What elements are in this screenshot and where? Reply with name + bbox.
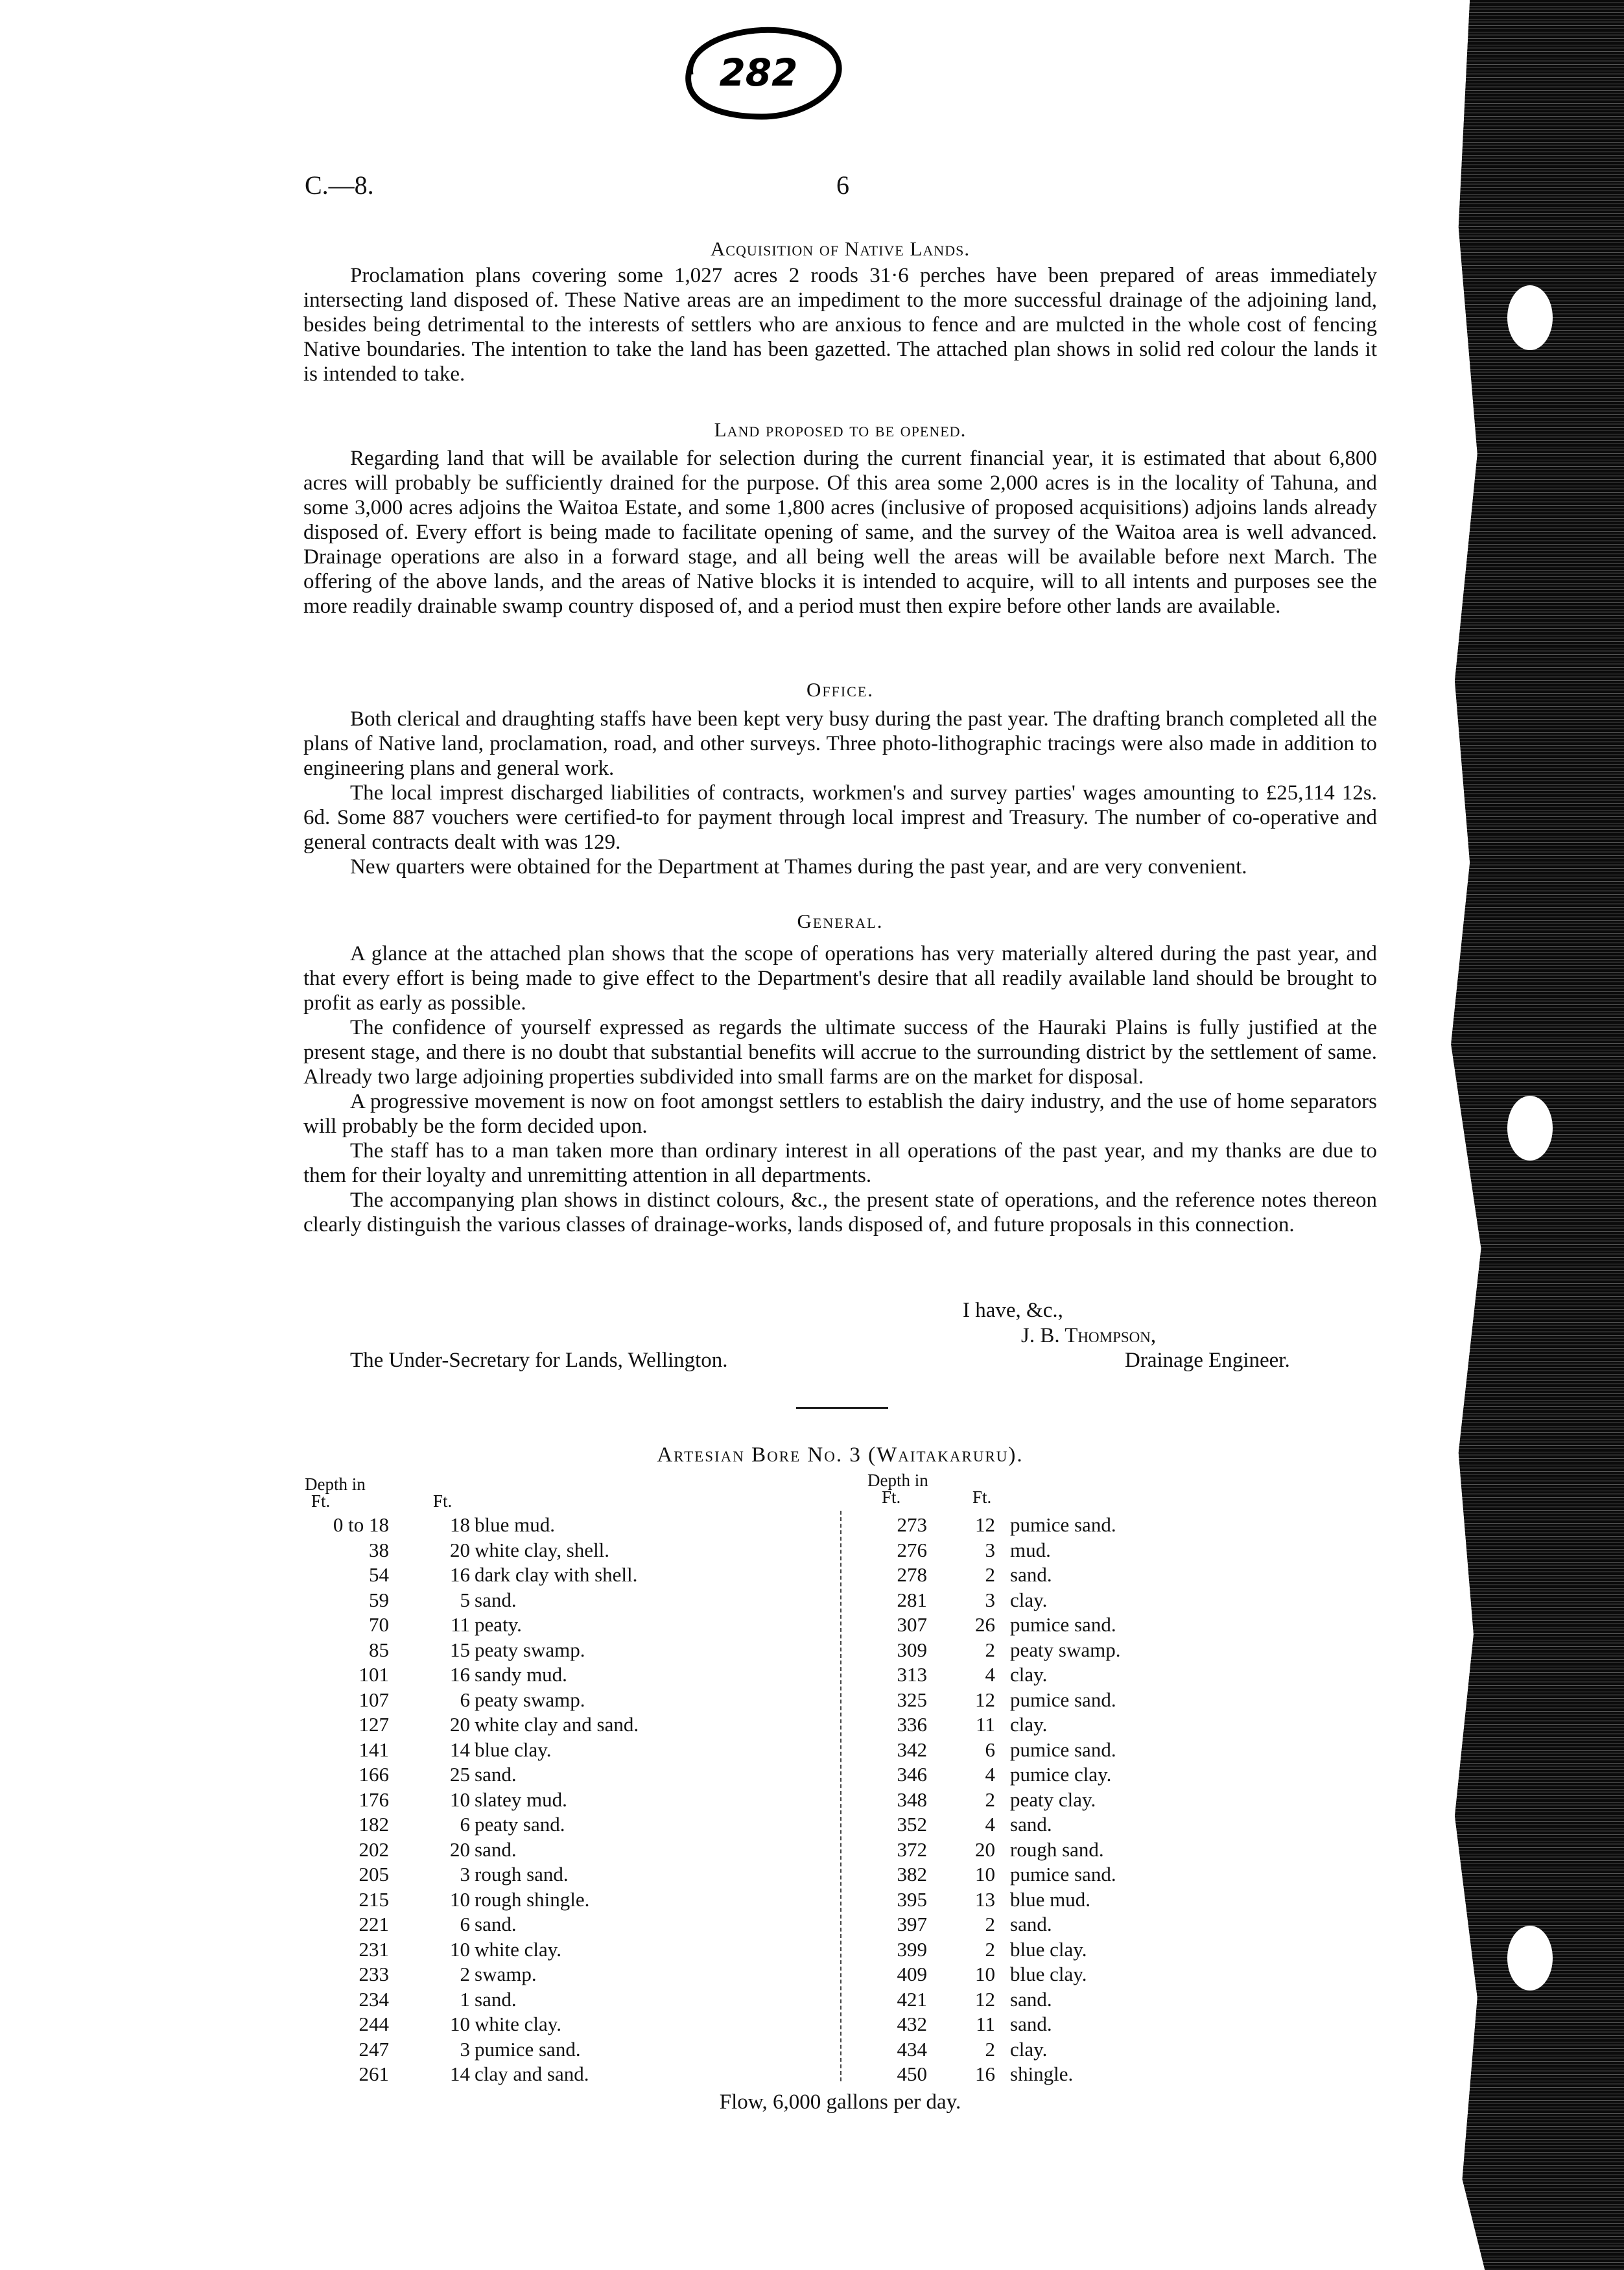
table-row (305, 2012, 759, 2037)
material-cell: swamp. (475, 1963, 537, 1985)
depth-cell: 215 (359, 1887, 389, 1911)
paragraph: The accompanying plan shows in distinct colours, &c., the present state of operations, and the reference notes thereon clearly distinguish the various classes of drainage-works, lands disposed of, and future proposals in this connection. (303, 1188, 1377, 1236)
thickness-cell: 2 (985, 1788, 995, 1811)
stamp-number: 282 (719, 51, 798, 95)
thickness-cell: 2 (985, 2037, 995, 2061)
table-row (843, 1812, 1297, 1838)
material-cell: clay. (1010, 2037, 1048, 2061)
material-cell: white clay. (475, 2013, 561, 2035)
thickness-cell: 6 (460, 1913, 470, 1935)
depth-cell: 107 (359, 1688, 389, 1711)
bore-table-right (843, 1513, 1297, 2087)
thickness-cell: 10 (975, 1863, 995, 1886)
table-row (305, 1712, 759, 1738)
depth-cell: 205 (359, 1863, 389, 1886)
table-row (843, 1662, 1297, 1688)
table-row (305, 1613, 759, 1638)
section-heading: General. (797, 910, 884, 932)
section-heading: Land proposed to be opened. (714, 418, 967, 441)
depth-cell: 176 (359, 1788, 389, 1811)
depth-cell: 352 (897, 1813, 927, 1836)
material-cell: white clay. (475, 1937, 561, 1961)
thickness-cell: 18 (450, 1513, 470, 1536)
table-row (843, 1887, 1297, 1913)
material-cell: pumice sand. (1010, 1863, 1116, 1886)
thickness-cell: 4 (985, 1813, 995, 1836)
thickness-cell: 10 (450, 1887, 470, 1911)
material-cell: blue mud. (1010, 1887, 1090, 1911)
table-row (843, 1513, 1297, 1538)
depth-cell: 59 (369, 1588, 389, 1611)
section-heading: Office. (806, 678, 875, 701)
depth-header-unit: Ft. (882, 1487, 901, 1507)
depth-cell: 281 (897, 1588, 927, 1611)
paragraph: Regarding land that will be available for selection during the current financial year, it is estimated that about 6,800 acres will probably be sufficiently drained for the purpose. Of this area some 2,000 acres is in the locality of Tahuna, and some 3,000 acres adjoins the Waitoa Estate, and some 1,800 acres (inclusive of proposed acquisitions) adjoins lands already disposed of. Every effort is being made to facilitate opening of same, and the survey of the Waitoa area is well advanced. Drainage operations are also in a forward stage, and all being well the areas will be available before next March. The offering of the above lands, and the areas of Native blocks it is intended to acquire, will to all intents and purposes see the more readily drainable swamp country disposed of, and a period must then expire before other lands are available. (303, 447, 1377, 618)
punch-hole (1507, 285, 1553, 350)
depth-cell: 101 (359, 1663, 389, 1686)
thickness-cell: 4 (985, 1763, 995, 1786)
depth-header-label: Depth in (867, 1471, 928, 1490)
thickness-cell: 10 (450, 1937, 470, 1961)
material-cell: pumice sand. (1010, 1688, 1116, 1711)
thickness-cell: 12 (975, 1987, 995, 2011)
table-row (843, 1712, 1297, 1738)
depth-cell: 372 (897, 1838, 927, 1861)
material-cell: sand. (1010, 1987, 1052, 2011)
material-cell: pumice sand. (1010, 1613, 1116, 1636)
table-row (843, 1563, 1297, 1588)
material-cell: sandy mud. (475, 1663, 567, 1686)
section-body (303, 941, 1377, 1237)
depth-cell: 409 (897, 1963, 927, 1985)
thickness-cell: 4 (985, 1663, 995, 1686)
material-cell: clay. (1010, 1588, 1048, 1611)
flow-note: Flow, 6,000 gallons per day. (719, 2090, 961, 2114)
thickness-cell: 10 (975, 1963, 995, 1985)
depth-cell: 38 (369, 1538, 389, 1561)
material-cell: sand. (1010, 1913, 1052, 1935)
depth-cell: 382 (897, 1863, 927, 1886)
table-row (305, 1688, 759, 1713)
depth-cell: 0 to 18 (333, 1513, 389, 1536)
thickness-cell: 2 (985, 1638, 995, 1661)
table-row (305, 1788, 759, 1813)
thickness-cell: 2 (985, 1563, 995, 1586)
depth-cell: 234 (359, 1987, 389, 2011)
depth-cell: 182 (359, 1813, 389, 1836)
table-row (305, 1912, 759, 1937)
depth-cell: 247 (359, 2037, 389, 2061)
thickness-cell: 20 (450, 1838, 470, 1861)
bore-table-left (305, 1513, 759, 2087)
thickness-cell: 16 (975, 2063, 995, 2085)
thickness-cell: 14 (450, 2063, 470, 2085)
thickness-cell: 12 (975, 1688, 995, 1711)
depth-cell: 127 (359, 1713, 389, 1736)
left-depth-header (305, 1476, 366, 1509)
thickness-cell: 2 (985, 1913, 995, 1935)
thickness-cell: 2 (460, 1963, 470, 1985)
right-depth-header (867, 1472, 928, 1506)
depth-cell: 233 (359, 1963, 389, 1985)
table-row (843, 2062, 1297, 2087)
material-cell: dark clay with shell. (475, 1563, 638, 1586)
right-ft-header: Ft. (972, 1487, 992, 1507)
table-row (843, 1688, 1297, 1713)
material-cell: sand. (475, 1838, 517, 1861)
table-row (843, 1962, 1297, 1987)
material-cell: rough shingle. (475, 1887, 590, 1911)
material-cell: sand. (475, 1588, 517, 1611)
thickness-cell: 3 (460, 1863, 470, 1886)
table-row (305, 1513, 759, 1538)
material-cell: sand. (475, 1763, 517, 1786)
table-row (305, 2062, 759, 2087)
paragraph: A glance at the attached plan shows that the scope of operations has very materially altered during the past year, and that every effort is being made to give effect to the Department's desire that all readily available land should be brought to profit as early as possible. (303, 942, 1377, 1015)
thickness-cell: 16 (450, 1663, 470, 1686)
material-cell: pumice sand. (475, 2037, 581, 2061)
depth-cell: 278 (897, 1563, 927, 1586)
table-row (305, 1962, 759, 1987)
paragraph: A progressive movement is now on foot amongst settlers to establish the dairy industry, and the use of home separators will probably be the form decided upon. (303, 1090, 1377, 1138)
material-cell: peaty sand. (475, 1813, 565, 1836)
section-body (303, 446, 1377, 619)
thickness-cell: 26 (975, 1613, 995, 1636)
paragraph: The confidence of yourself expressed as regards the ultimate success of the Hauraki Plains is fully justified at the present stage, and there is no doubt that substantial benefits will accrue to the surrounding district by the settlement of same. Already two large adjoining properties subdivided into small farms are on the market for disposal. (303, 1016, 1377, 1089)
depth-cell: 397 (897, 1913, 927, 1935)
paragraph: The staff has to a man taken more than ordinary interest in all operations of the past year, and my thanks are due to them for their loyalty and unremitting attention in all departments. (303, 1139, 1377, 1187)
thickness-cell: 20 (450, 1713, 470, 1736)
depth-cell: 85 (369, 1638, 389, 1661)
table-row (843, 1937, 1297, 1963)
table-row (305, 1862, 759, 1887)
material-cell: rough sand. (475, 1863, 569, 1886)
thickness-cell: 1 (460, 1987, 470, 2011)
table-row (843, 1538, 1297, 1563)
table-row (843, 1838, 1297, 1863)
table-row (305, 1588, 759, 1613)
punch-hole (1507, 1096, 1553, 1161)
thickness-cell: 20 (975, 1838, 995, 1861)
depth-cell: 313 (897, 1663, 927, 1686)
depth-cell: 244 (359, 2013, 389, 2035)
material-cell: mud. (1010, 1538, 1051, 1561)
thickness-cell: 12 (975, 1513, 995, 1536)
signature-name: J. B. Thompson, (1021, 1324, 1157, 1347)
depth-cell: 309 (897, 1638, 927, 1661)
depth-header-label: Depth in (305, 1474, 366, 1494)
thickness-cell: 11 (976, 2013, 995, 2035)
table-row (305, 1538, 759, 1563)
depth-cell: 231 (359, 1937, 389, 1961)
material-cell: sand. (1010, 2013, 1052, 2035)
depth-cell: 70 (369, 1613, 389, 1636)
section-body (303, 263, 1377, 386)
material-cell: pumice sand. (1010, 1513, 1116, 1536)
depth-cell: 450 (897, 2063, 927, 2085)
depth-cell: 421 (897, 1987, 927, 2011)
depth-cell: 336 (897, 1713, 927, 1736)
depth-cell: 307 (897, 1613, 927, 1636)
depth-cell: 395 (897, 1887, 927, 1911)
table-row (843, 1588, 1297, 1613)
depth-cell: 202 (359, 1838, 389, 1861)
thickness-cell: 10 (450, 1788, 470, 1811)
table-row (305, 1762, 759, 1788)
table-row (843, 1613, 1297, 1638)
material-cell: peaty. (475, 1613, 522, 1636)
paragraph: New quarters were obtained for the Department at Thames during the past year, and are very convenient. (350, 855, 1247, 879)
material-cell: clay and sand. (475, 2063, 589, 2085)
table-row (305, 1937, 759, 1963)
signature-addressee: The Under-Secretary for Lands, Wellington. (350, 1349, 728, 1372)
table-row (843, 1788, 1297, 1813)
thickness-cell: 10 (450, 2013, 470, 2035)
depth-cell: 166 (359, 1763, 389, 1786)
table-row (843, 1762, 1297, 1788)
material-cell: sand. (1010, 1563, 1052, 1586)
page-number: 6 (836, 171, 849, 200)
paragraph: Proclamation plans covering some 1,027 acres 2 roods 31·6 perches have been prepared of areas immediately intersecting land disposed of. These Native areas are an impediment to the more successful drainage of the adjoining land, besides being detrimental to the interests of settlers who are anxious to fence and are mulcted in the whole cost of fencing Native boundaries. The intention to take the land has been gazetted. The attached plan shows in solid red colour the lands it is intended to take. (303, 264, 1377, 386)
depth-header-unit: Ft. (311, 1491, 331, 1511)
table-row (843, 1912, 1297, 1937)
material-cell: blue clay. (475, 1738, 552, 1761)
punch-hole (1507, 1926, 1553, 1991)
material-cell: pumice clay. (1010, 1763, 1112, 1786)
material-cell: blue clay. (1010, 1963, 1087, 1985)
material-cell: peaty clay. (1010, 1788, 1096, 1811)
thickness-cell: 3 (985, 1538, 995, 1561)
table-row (843, 2037, 1297, 2063)
thickness-cell: 6 (985, 1738, 995, 1761)
thickness-cell: 11 (451, 1613, 470, 1636)
table-row (305, 1738, 759, 1763)
material-cell: white clay, shell. (475, 1538, 610, 1561)
depth-cell: 141 (359, 1738, 389, 1761)
left-ft-header: Ft. (433, 1491, 453, 1511)
paragraph: Both clerical and draughting staffs have been kept very busy during the past year. The drafting branch completed all the plans of Native land, proclamation, road, and other surveys. Three photo-lithographic tracings were also made in addition to engineering plans and general work. (303, 707, 1377, 780)
table-row (843, 1638, 1297, 1663)
table-row (305, 1638, 759, 1663)
depth-cell: 348 (897, 1788, 927, 1811)
table-row (305, 1987, 759, 2013)
depth-cell: 399 (897, 1937, 927, 1961)
material-cell: white clay and sand. (475, 1713, 639, 1736)
material-cell: blue clay. (1010, 1937, 1087, 1961)
material-cell: sand. (1010, 1813, 1052, 1836)
thickness-cell: 2 (985, 1937, 995, 1961)
thickness-cell: 14 (450, 1738, 470, 1761)
thickness-cell: 11 (976, 1713, 995, 1736)
thickness-cell: 3 (985, 1588, 995, 1611)
material-cell: blue mud. (475, 1513, 555, 1536)
depth-cell: 325 (897, 1688, 927, 1711)
paper-reference: C.—8. (305, 171, 374, 200)
table-row (305, 1887, 759, 1913)
material-cell: clay. (1010, 1713, 1048, 1736)
material-cell: peaty swamp. (475, 1688, 585, 1711)
depth-cell: 273 (897, 1513, 927, 1536)
table-title: Artesian Bore No. 3 (Waitakaruru). (657, 1443, 1024, 1467)
thickness-cell: 6 (460, 1688, 470, 1711)
column-divider (840, 1511, 841, 2081)
table-row (305, 1812, 759, 1838)
section-heading: Acquisition of Native Lands. (710, 237, 971, 260)
signature-title: Drainage Engineer. (1125, 1349, 1290, 1372)
material-cell: shingle. (1010, 2063, 1074, 2085)
signature-closing: I have, &c., (963, 1299, 1063, 1322)
depth-cell: 346 (897, 1763, 927, 1786)
thickness-cell: 6 (460, 1813, 470, 1836)
thickness-cell: 20 (450, 1538, 470, 1561)
material-cell: peaty swamp. (475, 1638, 585, 1661)
table-row (305, 1838, 759, 1863)
table-row (305, 1662, 759, 1688)
section-body (303, 707, 1377, 879)
thickness-cell: 15 (450, 1638, 470, 1661)
material-cell: pumice sand. (1010, 1738, 1116, 1761)
depth-cell: 276 (897, 1538, 927, 1561)
table-row (843, 1738, 1297, 1763)
depth-cell: 261 (359, 2063, 389, 2085)
thickness-cell: 3 (460, 2037, 470, 2061)
table-row (843, 1987, 1297, 2013)
thickness-cell: 13 (975, 1887, 995, 1911)
thickness-cell: 16 (450, 1563, 470, 1586)
thickness-cell: 25 (450, 1763, 470, 1786)
table-row (843, 2012, 1297, 2037)
table-row (305, 2037, 759, 2063)
material-cell: sand. (475, 1913, 517, 1935)
table-row (305, 1563, 759, 1588)
material-cell: slatey mud. (475, 1788, 567, 1811)
depth-cell: 432 (897, 2013, 927, 2035)
paragraph: The local imprest discharged liabilities of contracts, workmen's and survey parties' wages amounting to £25,114 12s. 6d. Some 887 vouchers were certified-to for payment through local imprest and Treasury. The number of co-operative and general contracts dealt with was 129. (303, 781, 1377, 854)
depth-cell: 342 (897, 1738, 927, 1761)
depth-cell: 221 (359, 1913, 389, 1935)
folio-stamp (671, 13, 846, 123)
material-cell: peaty swamp. (1010, 1638, 1121, 1661)
depth-cell: 434 (897, 2037, 927, 2061)
material-cell: sand. (475, 1987, 517, 2011)
thickness-cell: 5 (460, 1588, 470, 1611)
table-row (843, 1862, 1297, 1887)
depth-cell: 54 (369, 1563, 389, 1586)
material-cell: rough sand. (1010, 1838, 1104, 1861)
material-cell: clay. (1010, 1663, 1048, 1686)
section-divider (796, 1407, 888, 1409)
